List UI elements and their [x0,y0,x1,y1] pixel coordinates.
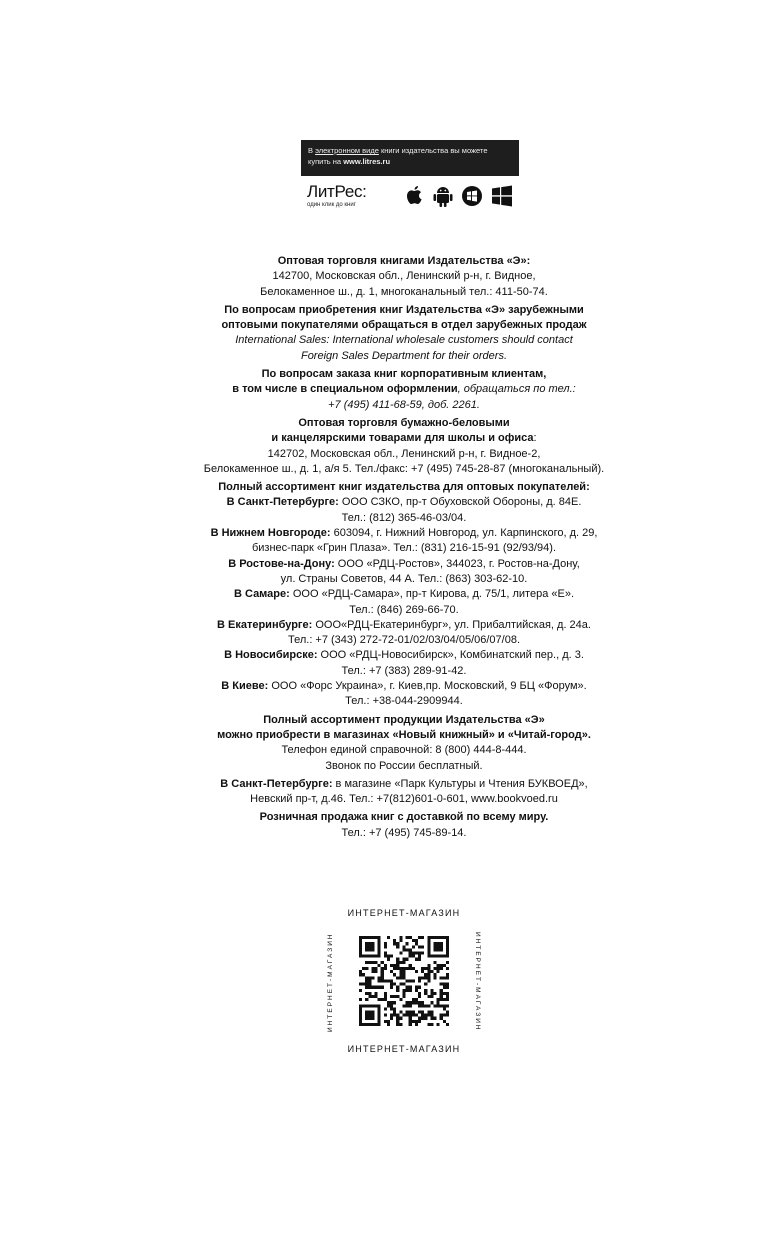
banner-text: купить на [308,157,344,166]
city-name: В Киеве: [221,680,269,693]
city-name: В Екатеринбурге: [217,618,313,631]
city-entry-line-2: Тел.: +38-044-2909944. [345,695,463,708]
qr-code-icon[interactable] [359,936,449,1026]
corporate-phone: +7 (495) 411-68-59, доб. 2261. [328,398,480,411]
city-list [150,495,658,709]
spb-store-text: в магазине «Парк Культуры и Чтения БУКВОЕД», [332,777,588,790]
city-address: ООО«РДЦ-Екатеринбург», ул. Прибалтийская, д. 24а. [312,618,591,631]
city-address: ООО СЗКО, пр-т Обуховской Обороны, д. 84Е. [338,496,582,509]
litres-logo-row [301,178,519,216]
city-entry-line-2: бизнес-парк «Грин Плаза». Тел.: (831) 216-15-91 (92/93/94). [251,542,557,555]
city-address: ООО «Форс Украина», г. Киев,пр. Московский, 9 БЦ «Форум». [268,680,587,693]
city-entry-line-1 [150,587,658,602]
banner-text: В [308,146,316,155]
electronic-link[interactable]: электронном виде [315,146,379,155]
city-name: В Ростове-на-Дону: [228,557,335,570]
banner-line-1 [308,145,512,156]
city-address: ООО «РДЦ-Новосибирск», Комбинатский пер., д. 3. [317,649,584,662]
android-icon[interactable] [432,184,454,208]
litres-banner [301,140,519,176]
city-name: В Санкт-Петербурге: [226,496,339,509]
stationery-colon: : [533,432,537,445]
stationery-line-2 [150,431,658,446]
foreign-sales-line-1: По вопросам приобретения книг Издательства «Э» зарубежными [224,303,584,316]
city-entry-line-2: Тел.: (846) 269-66-70. [349,603,459,616]
city-entry-line-1 [150,618,658,633]
city-entry-line-1 [150,557,658,572]
wholesale-address-2: Белокаменное ш., д. 1, многоканальный тел.: 411-50-74. [260,285,548,298]
worldwide-phone: Тел.: +7 (495) 745-89-14. [341,826,467,839]
retail-line-1: Полный ассортимент продукции Издательства «Э» [263,713,545,726]
litres-logo: ЛитРес: [307,182,367,201]
retail-free-call: Звонок по России бесплатный. [325,759,483,772]
city-entry-line-2: Тел.: +7 (383) 289-91-42. [341,664,467,677]
retail-line-2: можно приобрести в магазинах «Новый книжный» и «Читай-город». [217,728,591,741]
city-entry-line-1 [150,679,658,694]
city-entry-line-2: Тел.: (812) 365-46-03/04. [341,511,467,524]
qr-label-bottom: ИНТЕРНЕТ-МАГАЗИН [347,1044,461,1054]
city-name: В Новосибирске: [224,649,318,662]
foreign-sales-line-2: оптовыми покупателями обращаться в отдел зарубежных продаж [221,319,587,332]
spb-store-line-2: Невский пр-т, д.46. Тел.: +7(812)601-0-601, www.bookvoed.ru [250,793,558,806]
city-entry-line-1 [150,526,658,541]
banner-text: книги издательства вы можете [378,146,488,155]
city-address: ООО «РДЦ-Самара», пр-т Кирова, д. 75/1, литера «Е». [289,588,575,601]
city-name: В Самаре: [233,588,290,601]
stationery-bold: и канцелярскими товарами для школы и офиса [271,432,534,445]
wholesale-address-1: 142700, Московская обл., Ленинский р-н, г. Видное, [272,270,536,283]
corporate-bold: в том числе в специальном оформлении [232,383,458,396]
stationery-address-2: Белокаменное ш., д. 1, а/я 5. Тел./факс: +7 (495) 745-28-87 (многоканальный). [203,462,605,475]
corporate-line-1: По вопросам заказа книг корпоративным клиентам, [261,368,547,381]
banner-line-2 [308,156,512,167]
city-entry-line-2: ул. Страны Советов, 44 А. Тел.: (863) 303-62-10. [280,572,528,585]
foreign-sales-line-3: International Sales: International wholesale customers should contact [235,334,573,347]
qr-label-right: ИНТЕРНЕТ-МАГАЗИН [474,932,481,1032]
stationery-line-1: Оптовая торговля бумажно-беловыми [298,416,510,429]
corporate-line-2 [150,382,658,397]
qr-label-top: ИНТЕРНЕТ-МАГАЗИН [347,908,461,918]
city-address: ООО «РДЦ-Ростов», 344023, г. Ростов-на-Дону, [334,557,580,570]
city-address: 603094, г. Нижний Новгород, ул. Карпинского, д. 29, [330,527,598,540]
city-entry-line-1 [150,495,658,510]
retail-phone: Телефон единой справочной: 8 (800) 444-8-444. [281,744,527,757]
stationery-address-1: 142702, Московская обл., Ленинский р-н, г. Видное-2, [267,447,541,460]
windows-icon[interactable] [491,184,513,208]
contact-info [150,254,658,841]
windows-phone-icon[interactable] [461,184,483,208]
spb-store-city: В Санкт-Петербурге: [220,777,333,790]
litres-site-link[interactable]: www.litres.ru [343,157,391,166]
qr-label-left: ИНТЕРНЕТ-МАГАЗИН [327,932,334,1032]
city-entry-line-2: Тел.: +7 (343) 272-72-01/02/03/04/05/06/07/08. [287,634,521,647]
spb-store-line-1 [150,777,658,792]
city-entry-line-1 [150,648,658,663]
wholesale-heading: Оптовая торговля книгами Издательства «Э»: [277,255,531,267]
corporate-italic: , обращаться по тел.: [457,383,576,396]
litres-tagline: один клик до книг [307,202,356,208]
city-name: В Нижнем Новгороде: [210,527,331,540]
worldwide-heading: Розничная продажа книг с доставкой по всему миру. [259,811,549,824]
assortment-heading: Полный ассортимент книг издательства для оптовых покупателей: [218,481,590,494]
foreign-sales-line-4: Foreign Sales Department for their orders. [300,349,508,362]
apple-icon[interactable] [403,184,425,208]
qr-block [323,906,485,1056]
